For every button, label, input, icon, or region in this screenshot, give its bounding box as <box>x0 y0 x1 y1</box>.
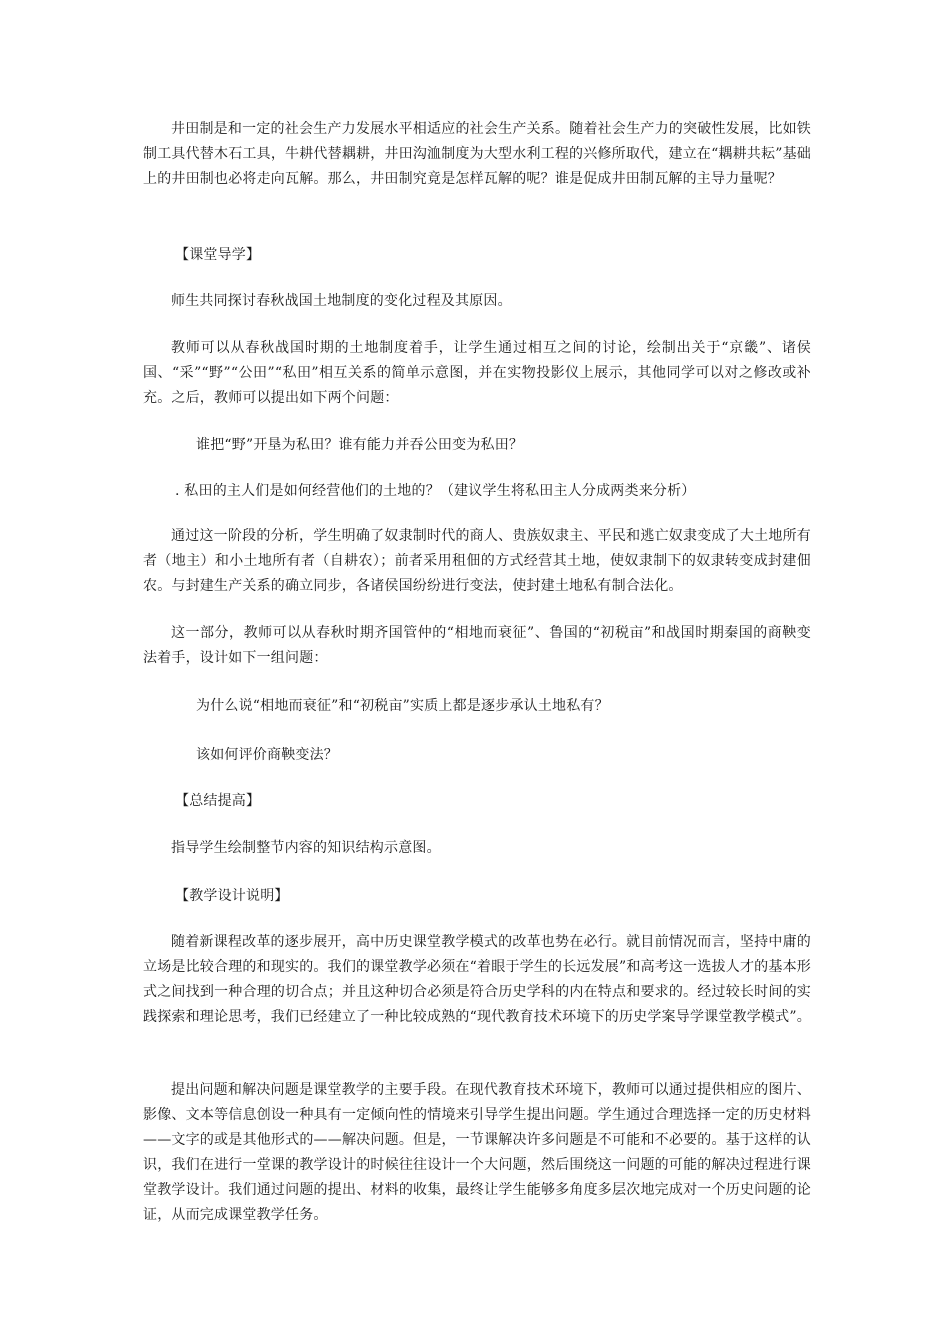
guidance-paragraph: 师生共同探讨春秋战国土地制度的变化过程及其原因。 <box>171 293 512 309</box>
analysis-paragraph: 通过这一阶段的分析，学生明确了奴隶制时代的商人、贵族奴隶主、平民和逃亡奴隶变成了大土地所有者（地主）和小土地所有者（自耕农）；前者采用租佃的方式经营其土地，使奴隶制下的奴隶转变成封建佃农。与封建生产关系的确立同步，各诸侯国纷纷进行变法，使封建土地私有制合法化。 <box>143 528 811 594</box>
question-item-3: 为什么说“相地而衰征”和“初税亩”实质上都是逐步承认土地私有？ <box>196 698 609 714</box>
question-item-4: 该如何评价商鞅变法？ <box>196 747 338 763</box>
design-notes-paragraph-1: 随着新课程改革的逐步展开，高中历史课堂教学模式的改革也势在必行。就目前情况而言，坚持中庸的立场是比较合理的和现实的。我们的课堂教学必须在“着眼于学生的长远发展”和高考这一选拔人才的基本形式之间找到一种合理的切合点；并且这种切合必须是符合历史学科的内在特点和要求的。经过较长时间的实践探索和理论思考，我们已经建立了一种比较成熟的“现代教育技术环境下的历史学案导学课堂教学模式”。 <box>143 934 811 1025</box>
teacher-method-paragraph: 教师可以从春秋战国时期的土地制度着手，让学生通过相互之间的讨论，绘制出关于“京畿”、诸侯国、“采”“野”“公田”“私田”相互关系的简单示意图，并在实物投影仪上展示，其他同学可以对之修改或补充。之后，教师可以提出如下两个问题： <box>143 340 811 406</box>
reform-paragraph: 这一部分，教师可以从春秋时期齐国管仲的“相地而衰征”、鲁国的“初税亩”和战国时期秦国的商鞅变法着手，设计如下一组问题： <box>143 625 811 666</box>
design-notes-paragraph-2: 提出问题和解决问题是课堂教学的主要手段。在现代教育技术环境下，教师可以通过提供相应的图片、影像、文本等信息创设一种具有一定倾向性的情境来引导学生提出问题。学生通过合理选择一定的历史材料——文字的或是其他形式的——解决问题。但是，一节课解决许多问题是不可能和不必要的。基于这样的认识，我们在进行一堂课的教学设计的时候往往设计一个大问题，然后围绕这一问题的可能的解决过程进行课堂教学设计。我们通过问题的提出、材料的收集，最终让学生能够多角度多层次地完成对一个历史问题的论证，从而完成课堂教学任务。 <box>143 1082 811 1223</box>
section-heading-classroom-guidance: 【课堂导学】 <box>175 247 261 263</box>
intro-paragraph: 井田制是和一定的社会生产力发展水平相适应的社会生产关系。随着社会生产力的突破性发展，比如铁制工具代替木石工具，牛耕代替耦耕，井田沟洫制度为大型水利工程的兴修所取代，建立在“耦耕共耘”基础上的井田制也必将走向瓦解。那么，井田制究竟是怎样瓦解的呢？谁是促成井田制瓦解的主导力量呢？ <box>143 121 811 187</box>
question-item-1: 谁把“野”开垦为私田？谁有能力并吞公田变为私田？ <box>196 437 524 453</box>
section-heading-summary: 【总结提高】 <box>175 793 261 809</box>
summary-paragraph: 指导学生绘制整节内容的知识结构示意图。 <box>171 840 441 856</box>
section-heading-design-notes: 【教学设计说明】 <box>175 888 289 904</box>
question-item-2: . 私田的主人们是如何经营他们的土地的？（建议学生将私田主人分成两类来分析） <box>175 483 696 499</box>
